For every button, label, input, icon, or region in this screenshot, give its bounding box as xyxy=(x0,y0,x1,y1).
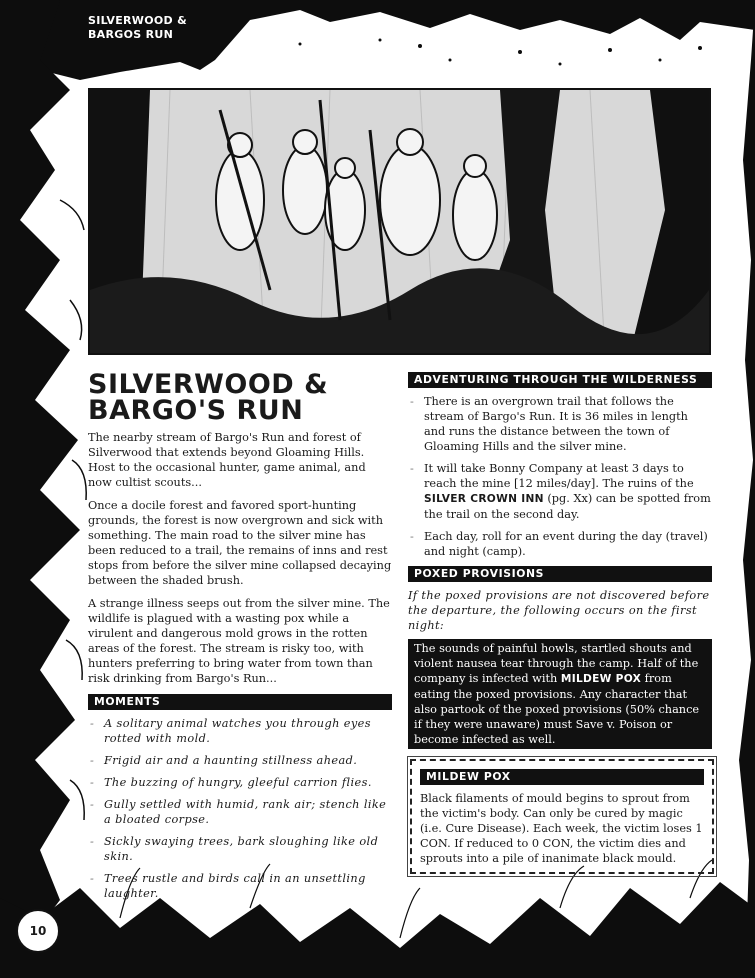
intro-paragraph: The nearby stream of Bargo's Run and forest of Silverwood that extends beyond Gloaming Hills. Host to the occasional hunter, game animal, and now cultist scouts... xyxy=(88,431,366,489)
silver-crown-inn-link-text: SILVER CROWN INN xyxy=(424,493,544,505)
mildew-pox-term: MILDEW POX xyxy=(560,673,642,685)
list-item: - There is an overgrown trail that follows the stream of Bargo's Run. It is 36 miles in length and runs the distance between the town of Gloaming Hills and the silver mine. xyxy=(408,394,712,454)
intro-paragraph: Once a docile forest and favored sport-hunting grounds, the forest is now overgrown and sick with something. The main road to the silver mine has been reduced to a trail, the remains of inns and rest stops from before the silver mine collapsed decaying between the shaded brush. xyxy=(88,499,392,587)
box-text: The sounds of painful howls, startled shouts and violent nausea tear through the camp. Half of the company is infected with xyxy=(414,642,699,685)
adventurers-in-forest-image xyxy=(90,90,709,353)
list-item-text: (pg. Xx) can be spotted from the trail on the second day. xyxy=(424,492,711,521)
poxed-intro: If the poxed provisions are not discovered before the departure, the following occurs on the first night: xyxy=(408,589,710,632)
right-column xyxy=(408,372,712,874)
ink-border-right xyxy=(715,0,755,978)
running-head: SILVERWOOD & BARGOS RUN xyxy=(88,14,187,41)
moments-heading: MOMENTS xyxy=(88,694,392,710)
adventuring-heading: ADVENTURING THROUGH THE WILDERNESS xyxy=(408,372,712,388)
mildew-pox-text: Black filaments of mould begins to sprout from the victim's body. Can only be cured by magic (i.e. Cure Disease). Each week, the victim loses 1 CON. If reduced to 0 CON, the victim dies and sprouts into a pile of inanimate black mould. xyxy=(420,792,703,865)
list-item-text: It will take Bonny Company at least 3 days to reach the mine [12 miles/day]. The ruins of the xyxy=(424,462,694,490)
list-item: - Frigid air and a haunting stillness ahead. xyxy=(88,753,392,768)
list-item: - Gully settled with humid, rank air; stench like a bloated corpse. xyxy=(88,797,392,827)
box-text: from eating the poxed provisions. Any character that also partook of the poxed provisions (50% chance if they were unaware) must Save v. Poison or become infected as well. xyxy=(414,672,700,746)
moments-list xyxy=(88,716,392,901)
list-item xyxy=(408,461,712,522)
forest-illustration xyxy=(88,88,711,355)
ink-border-left xyxy=(0,0,92,978)
list-item: - Each day, roll for an event during the day (travel) and night (camp). xyxy=(408,529,712,559)
adventuring-list xyxy=(408,394,712,559)
intro-paragraph: A strange illness seeps out from the silver mine. The wildlife is plagued with a wasting pox while a virulent and dangerous mold grows in the rotten areas of the forest. The stream is risky too, with hunters preferring to bring water from town than risk drinking from Bargo's Run... xyxy=(88,597,390,685)
page-title: SILVERWOOD & BARGO'S RUN xyxy=(88,369,329,426)
poxed-provisions-heading: POXED PROVISIONS xyxy=(408,566,712,582)
list-item: - Sickly swaying trees, bark sloughing like old skin. xyxy=(88,834,392,864)
poxed-readaloud-box xyxy=(408,639,712,749)
mildew-pox-sidebar xyxy=(410,759,714,874)
list-item: - A solitary animal watches you through eyes rotted with mold. xyxy=(88,716,392,746)
list-item: - The buzzing of hungry, gleeful carrion flies. xyxy=(88,775,392,790)
page-number: 10 xyxy=(16,909,60,953)
left-column xyxy=(88,369,392,908)
list-item: - Trees rustle and birds call in an unsettling laughter. xyxy=(88,871,392,901)
mildew-pox-heading: MILDEW POX xyxy=(420,769,704,785)
